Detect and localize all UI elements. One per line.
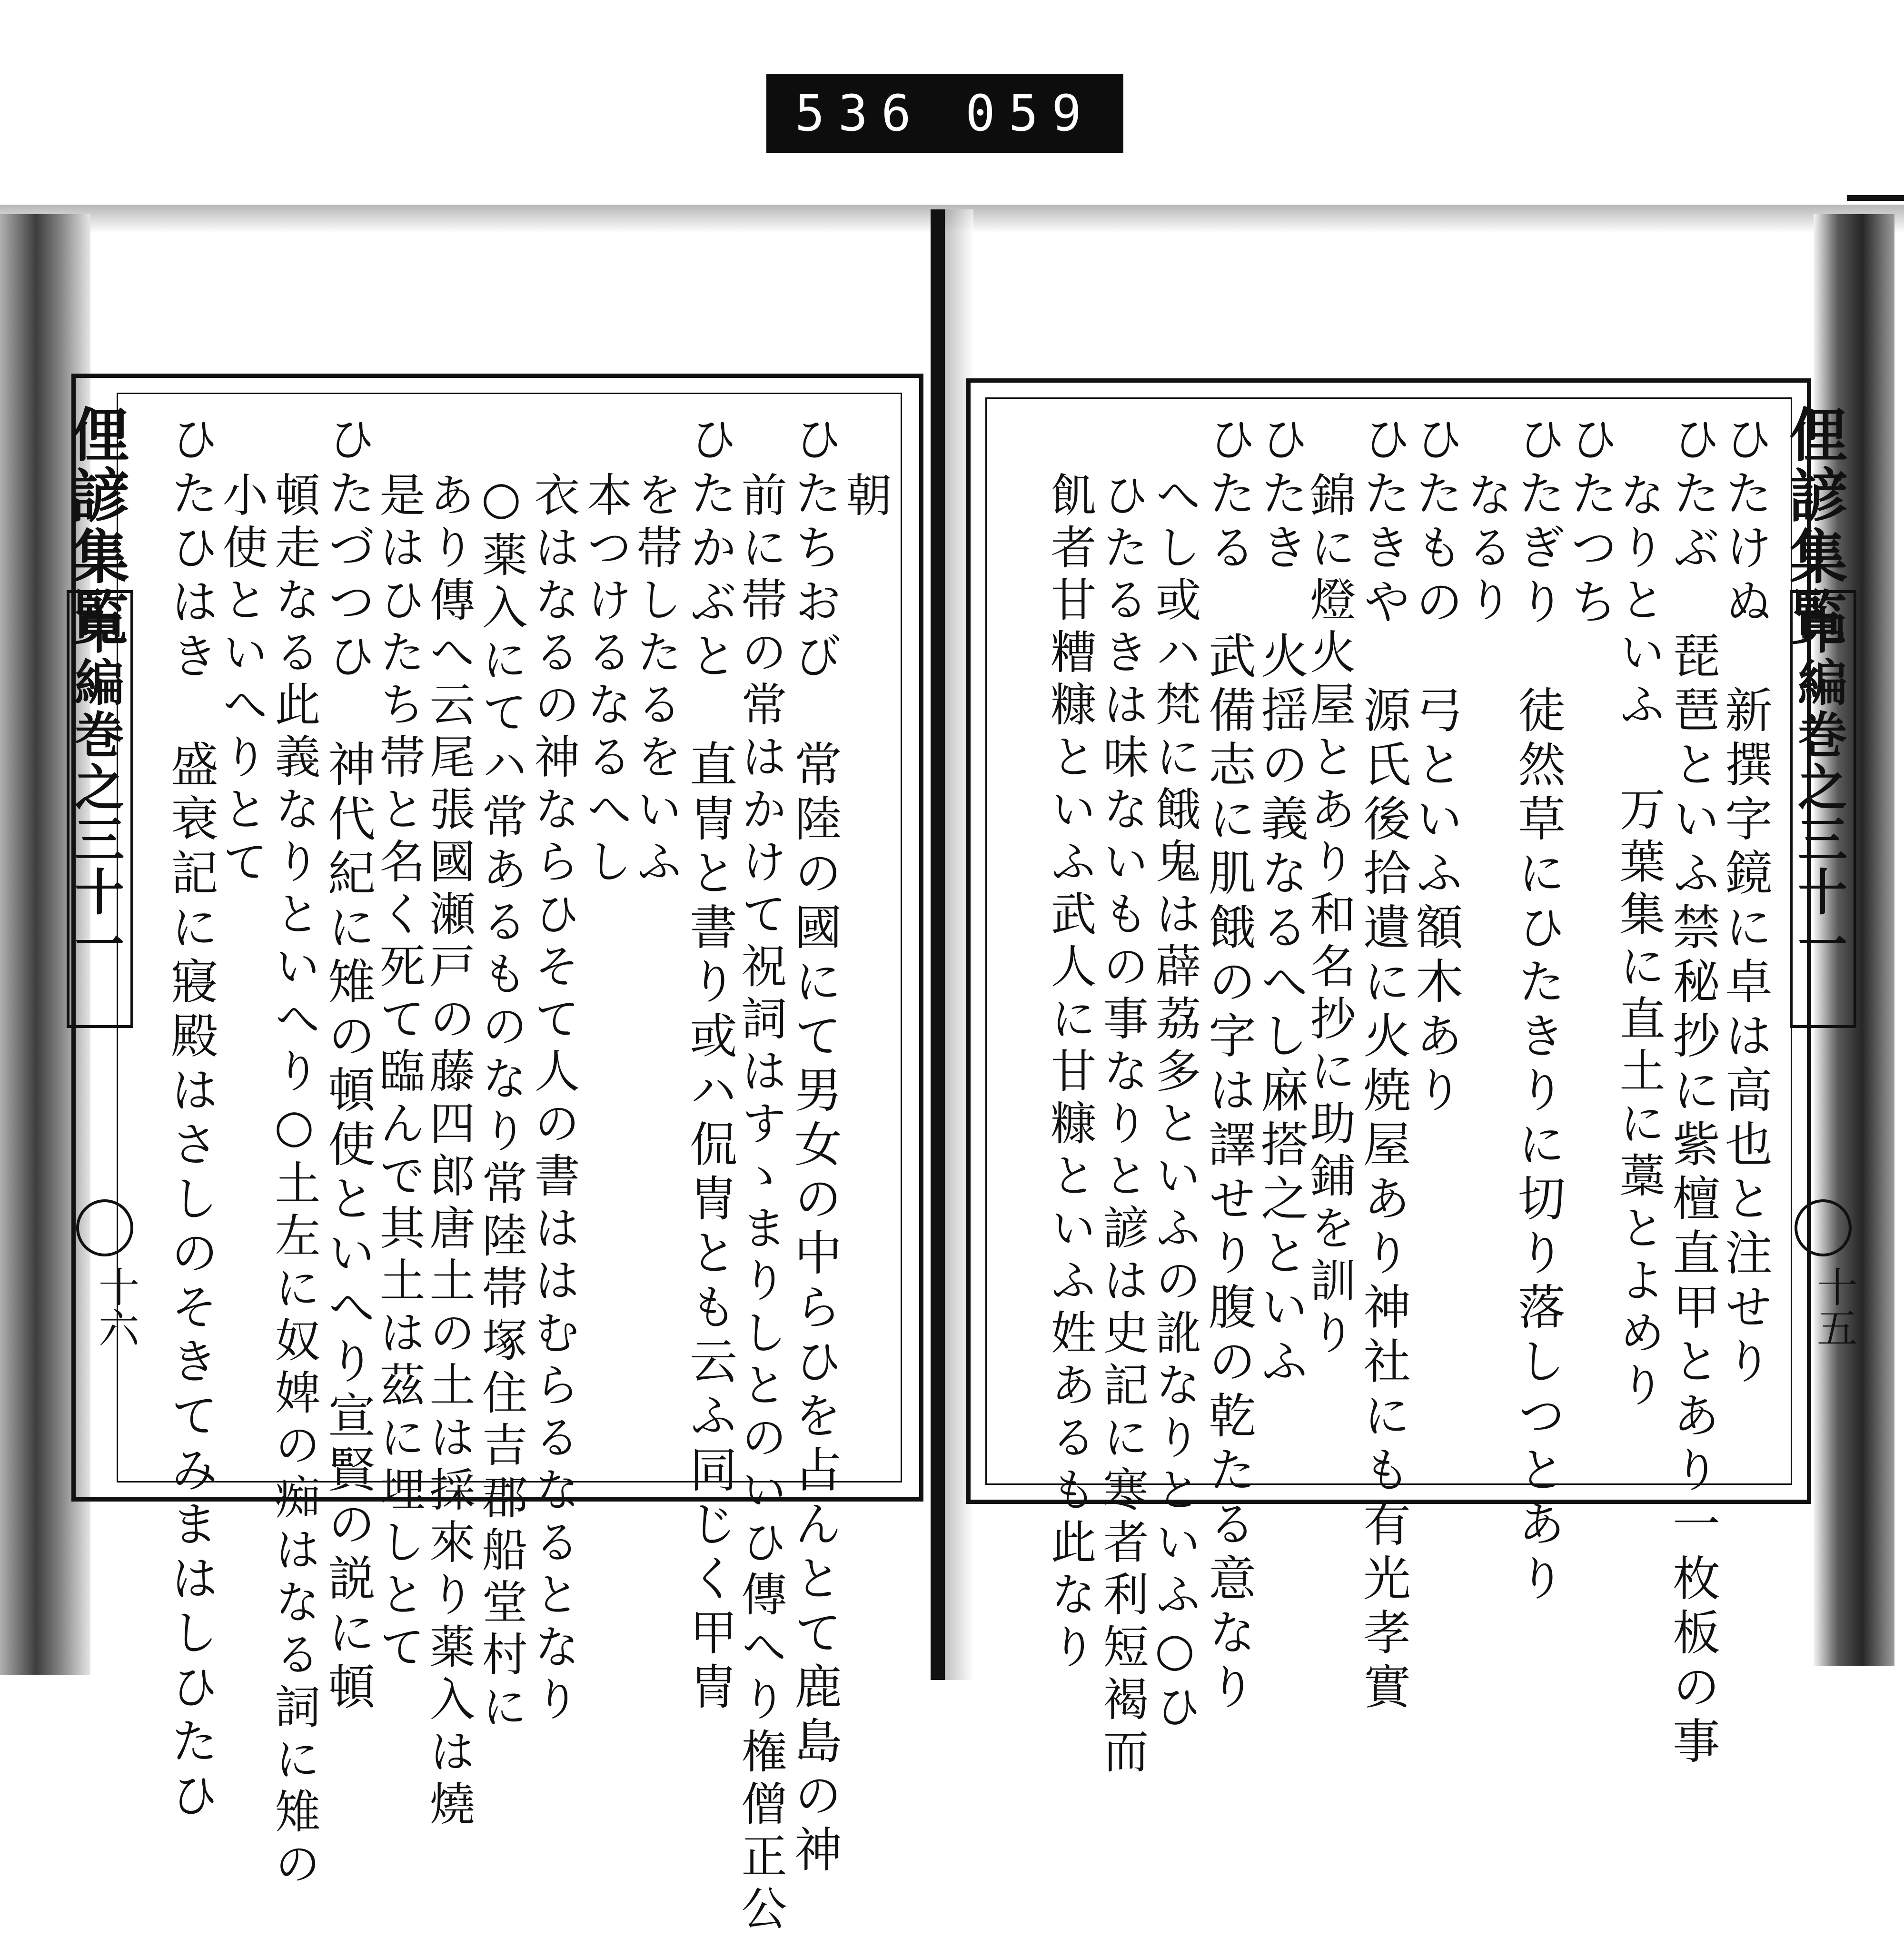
text-column: ひたづつひ 神代紀に雉の頓使といへり宣賢の説に頓 <box>320 414 376 1716</box>
text-column: ひたぎり 徒然草にひたきりに切り落しつとあり <box>1510 414 1566 1608</box>
text-column: 朝 <box>839 471 892 524</box>
text-column: 錦に燈火屋とあり和名抄に助鋪を訓り <box>1303 471 1356 1361</box>
text-column: ひたるきは味ないもの事なりと諺は史記に寒者利短褐而 <box>1096 471 1149 1780</box>
text-column: ひたぶ 琵琶といふ禁秘抄に紫檀直甲とあり一枚板の事 <box>1665 414 1720 1770</box>
text-column: ひたちおび 常陸の國にて男女の中らひを占んとて鹿島の神 <box>786 414 842 1879</box>
text-column: ひたつち <box>1562 414 1618 631</box>
text-column: 衣はなるの神ならひそて人の書ははむらるなるとなり <box>527 471 580 1728</box>
right-folio: 十五 <box>1810 1266 1857 1348</box>
text-column: 是はひたち帯と名く死て臨んで其土は茲に埋しとて <box>372 471 426 1675</box>
left-page-circle <box>76 1199 133 1256</box>
text-column: ひたる 武備志に肌餓の字は譯せり腹の乾たる意なり <box>1200 414 1256 1716</box>
text-column: ひたきや 源氏後拾遺に火焼屋あり神社にも有光孝實 <box>1355 414 1411 1716</box>
left-spine-title: 俚諺集覧 <box>61 405 130 648</box>
text-column: ひたひはき 盛衰記に寢殿はさしのそきてみまはしひたひ <box>163 414 218 1825</box>
right-spine-title: 俚諺集覧 <box>1780 405 1848 648</box>
text-column: を帯したるをいふ <box>629 471 683 890</box>
top-rule <box>1847 195 1904 201</box>
text-column: 飢者甘糟糠といふ武人に甘糠といふ姓あるも此なり <box>1043 471 1097 1675</box>
left-spine-section: 中編巻之三十一 <box>66 604 125 971</box>
text-column: 前に帯の常はかけて祝詞はすゝまりしとのいひ傳へり権僧正公 <box>734 471 787 1937</box>
text-column: ○薬入にてハ常あるものなり常陸帯塚住吉郡船堂村に <box>475 471 528 1735</box>
text-column: ひたかぶと 直冑と書り或ハ侃冑とも云ふ同じく甲冑 <box>682 414 737 1716</box>
right-spine-section: 中編巻之三十一 <box>1789 604 1848 971</box>
reel-number: 536 <box>795 84 924 142</box>
page-tag <box>766 74 1123 153</box>
text-column: 本つけるなるへし <box>579 471 633 890</box>
text-column: なるり <box>1460 471 1513 628</box>
right-page-circle <box>1795 1199 1852 1256</box>
frame-number: 059 <box>965 84 1095 142</box>
text-column: ひたけぬ 新撰字鏡に卓は高也と注せり <box>1717 414 1773 1391</box>
text-column: あり傳へ云尾張國瀬戸の藤四郎唐土の土は採來り薬入は燒 <box>422 471 476 1832</box>
left-folio: 十六 <box>91 1266 139 1348</box>
text-column: へし或ハ梵に餓鬼は薜荔多といふの訛なりといふ○ひ <box>1148 471 1201 1735</box>
book-gutter <box>931 209 945 1680</box>
text-column: 頓走なる此義なりといへり○土左に奴婢の痴はなる詞に雉の <box>268 471 321 1892</box>
text-column: 小使といへりとて <box>215 471 268 890</box>
text-column: ひたき 火揺の義なるへし麻搭之といふ <box>1253 414 1309 1391</box>
text-column: なりといふ 万葉集に直土に藁とよめり <box>1612 471 1666 1413</box>
text-column: ひたもの 弓といふ額木あり <box>1408 414 1463 1119</box>
